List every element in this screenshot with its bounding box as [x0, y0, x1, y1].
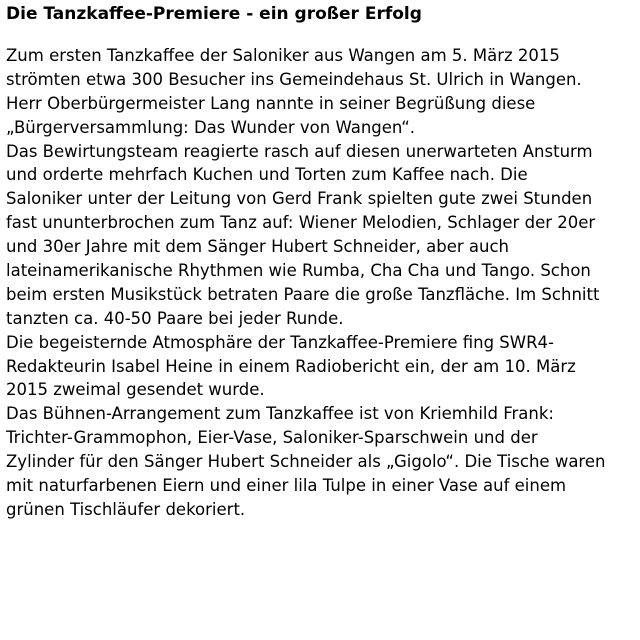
text-line: lateinamerikanische Rhythmen wie Rumba, Cha Cha und Tango. Schon	[6, 261, 591, 281]
text-line: strömten etwa 300 Besucher ins Gemeindehaus St. Ulrich in Wangen.	[6, 69, 582, 89]
text-line: „Bürgerversammlung: Das Wunder von Wangen“.	[6, 117, 415, 137]
text-line: Das Bühnen-Arrangement zum Tanzkaffee ist von Kriemhild Frank:	[6, 404, 554, 424]
text-line: tanzten ca. 40-50 Paare bei jeder Runde.	[6, 308, 344, 328]
text-line: und 30er Jahre mit dem Sänger Hubert Schneider, aber auch	[6, 237, 510, 257]
article-body	[6, 44, 636, 522]
text-line: Trichter-Grammophon, Eier-Vase, Saloniker-Sparschwein und der	[6, 428, 538, 448]
text-line: Das Bewirtungsteam reagierte rasch auf diesen unerwarteten Ansturm	[6, 141, 593, 161]
text-line: und orderte mehrfach Kuchen und Torten zum Kaffee nach. Die	[6, 165, 528, 185]
text-line: Redakteurin Isabel Heine in einem Radiobericht ein, der am 10. März	[6, 356, 576, 376]
text-line: Herr Oberbürgermeister Lang nannte in seiner Begrüßung diese	[6, 93, 536, 113]
text-line: Saloniker unter der Leitung von Gerd Frank spielten gute zwei Stunden	[6, 189, 593, 209]
article-title: Die Tanzkaffee-Premiere - ein großer Erfolg	[6, 4, 422, 24]
text-line: grünen Tischläufer dekoriert.	[6, 499, 246, 519]
text-line: beim ersten Musikstück betraten Paare die große Tanzfläche. Im Schnitt	[6, 284, 600, 304]
text-line: 2015 zweimal gesendet wurde.	[6, 380, 265, 400]
text-line: Zum ersten Tanzkaffee der Saloniker aus Wangen am 5. März 2015	[6, 46, 560, 65]
text-line: Zylinder für den Sänger Hubert Schneider als „Gigolo“. Die Tische waren	[6, 452, 606, 472]
text-line: fast ununterbrochen zum Tanz auf: Wiener Melodien, Schlager der 20er	[6, 213, 596, 233]
text-line: mit naturfarbenen Eiern und einer lila Tulpe in einer Vase auf einem	[6, 476, 567, 496]
text-line: Die begeisternde Atmosphäre der Tanzkaffee-Premiere fing SWR4-	[6, 332, 555, 352]
